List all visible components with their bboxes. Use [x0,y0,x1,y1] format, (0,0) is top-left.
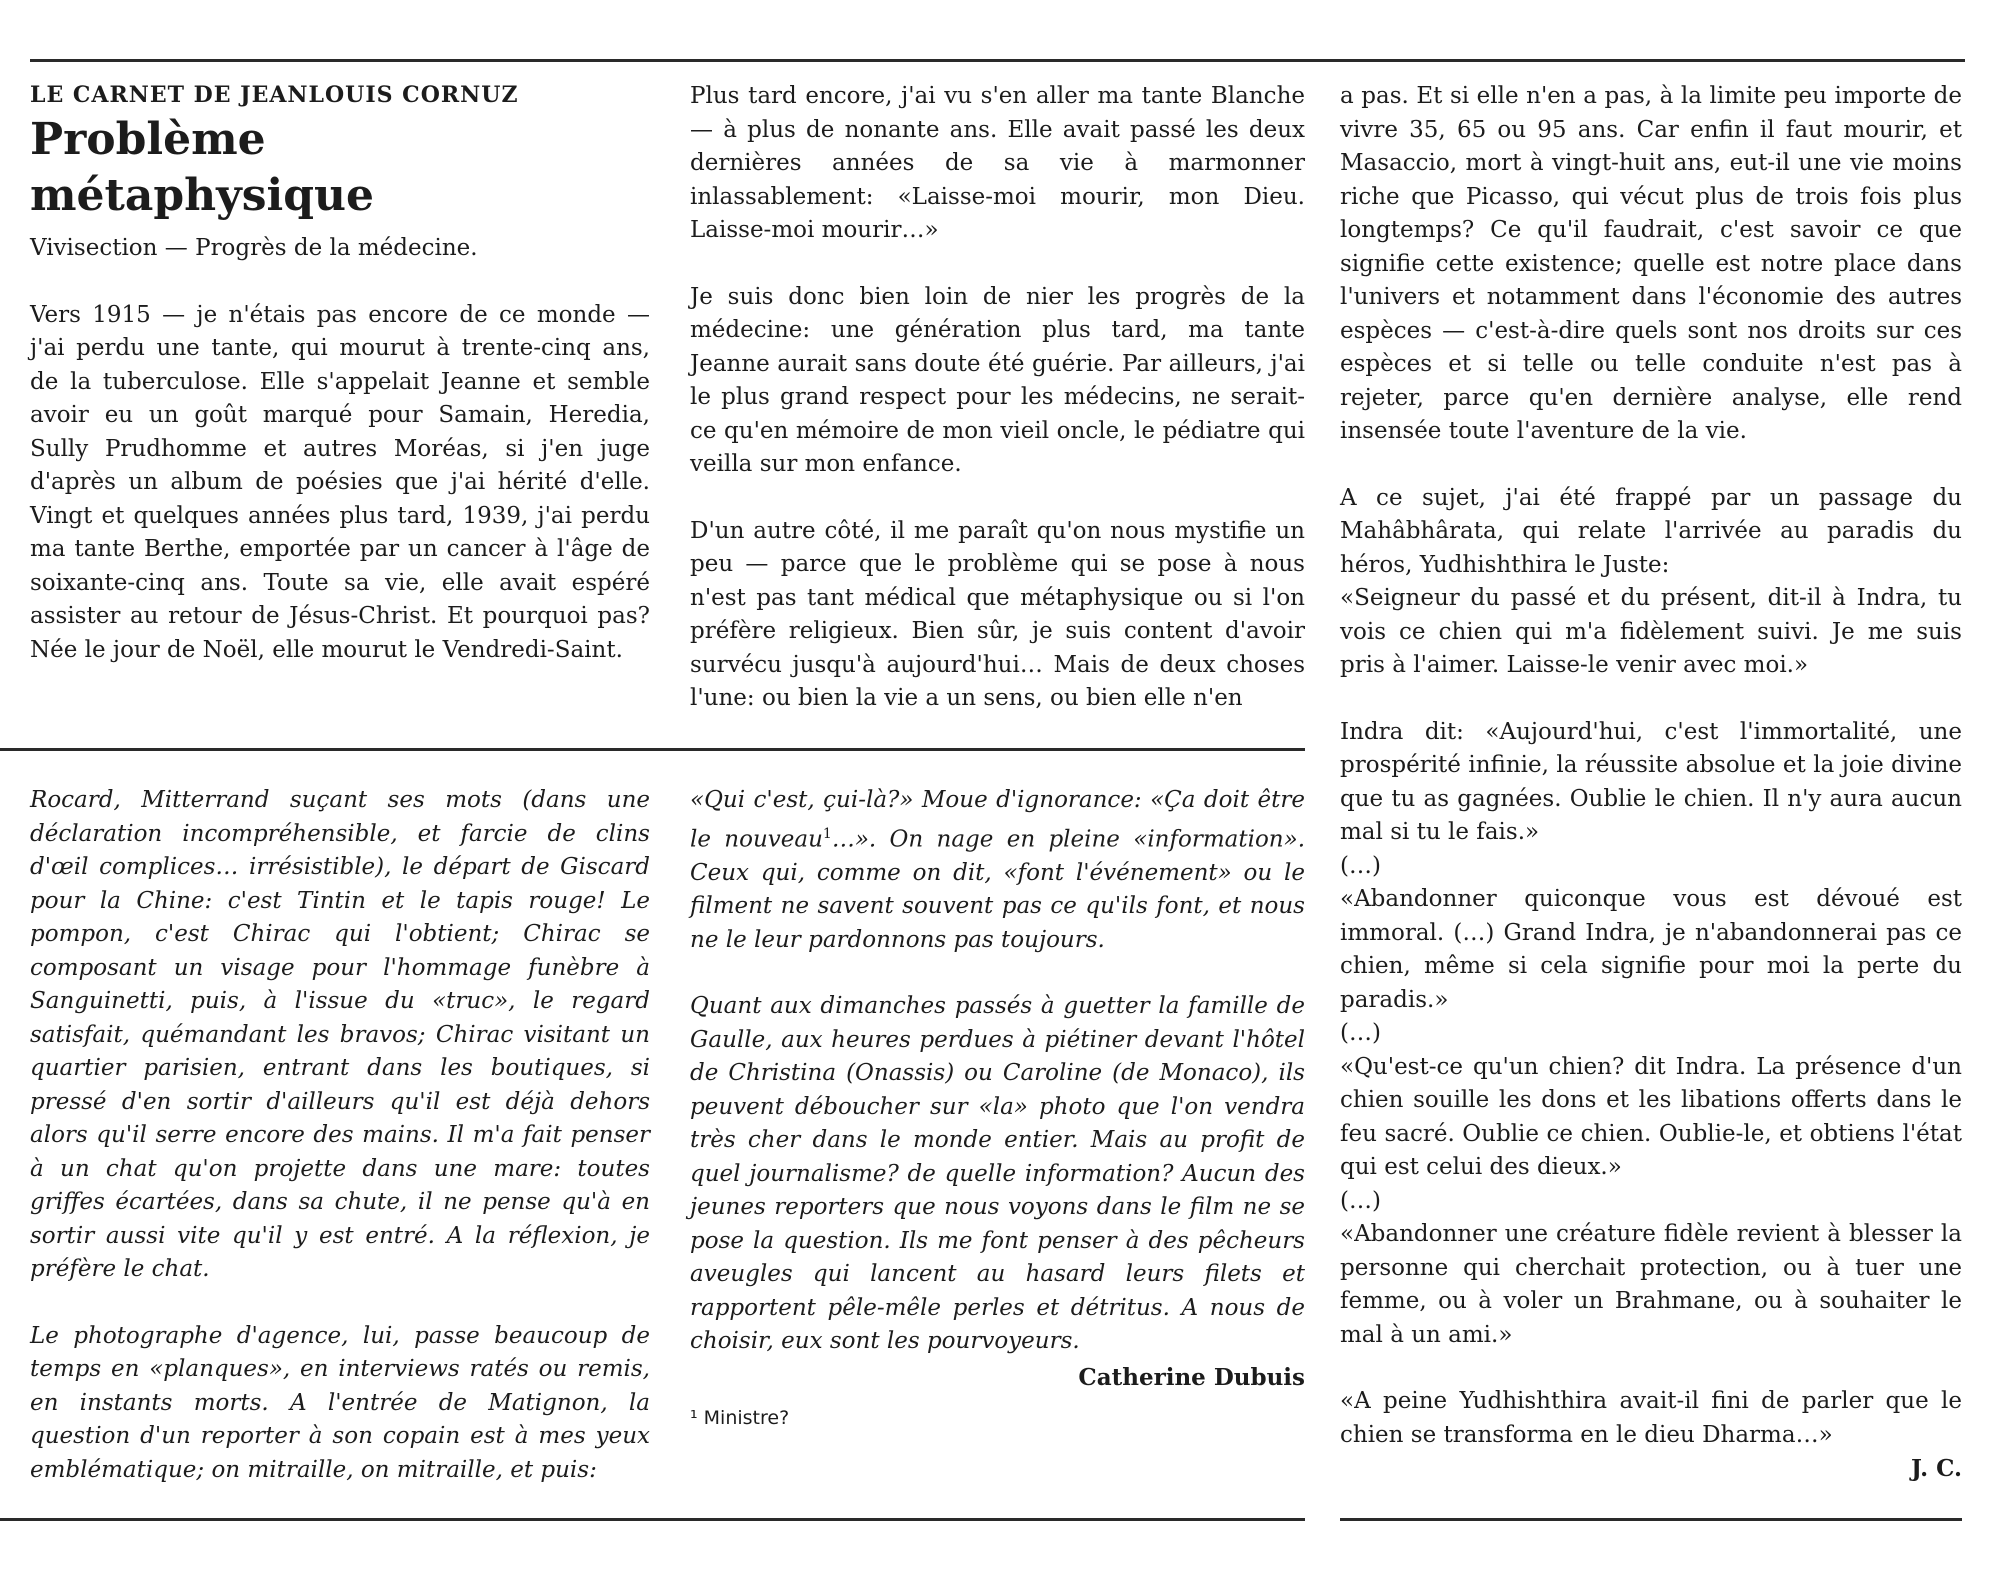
footnote: ¹ Ministre? [690,1407,790,1430]
ellipsis: (…) [1340,1187,1381,1214]
paragraph: Rocard, Mitterrand suçant ses mots (dans une déclaration incompréhensible, et farcie de clins d'œil complices… irrésistible), le départ de Giscard pour la Chine: c'est Tintin et le tapis rouge! Le pompon, c'est Chirac qui l'obtient; Chirac se composant un visage pour l'hommage funèbre à Sanguinetti, puis, à l'issue du «truc», le regard satisfait, quémandant les bravos; Chirac visitant un quartier parisien, entrant dans les boutiques, si pressé d'en sortir d'ailleurs qu'il est déjà dehors alors qu'il serre encore des mains. Il m'a fait penser à un chat qu'on projette dans une mare: toutes griffes écartées, dans sa chute, il ne pense qu'à en sortir aussi vite qu'il y est entré. A la réflexion, je préfère le chat. [30,787,650,1282]
paragraph: Vers 1915 — je n'étais pas encore de ce monde — j'ai perdu une tante, qui mourut à trente-cinq ans, de la tuberculose. Elle s'appelait Jeanne et semble avoir eu un goût marqué pour Samain, Heredia, Sully Prudhomme et autres Moréas, si j'en juge d'après un album de poésies que j'ai hérité d'elle. Vingt et quelques années plus tard, 1939, j'ai perdu ma tante Berthe, emportée par un cancer à l'âge de soixante-cinq ans. Toute sa vie, elle avait espéré assister au retour de Jésus-Christ. Et pourquoi pas? Née le jour de Noël, elle mourut le Vendredi-Saint. [30,301,650,663]
paragraph: Plus tard encore, j'ai vu s'en aller ma tante Blanche — à plus de nonante ans. Elle avait passé les deux dernières années de sa vie à marmonner inlassablement: «Laisse-moi mourir, mon Dieu. Laisse-moi mourir…» [690,83,1305,243]
paragraph-part: «Qui c'est, çui-là?» Moue d'ignorance: «Ça doit être le nouveau [690,787,1305,853]
paragraph: Quant aux dimanches passés à guetter la famille de Gaulle, aux heures perdues à piétiner devant l'hôtel de Christina (Onassis) ou Caroline (de Monaco), ils peuvent déboucher sur «la» photo que l'on vendra très cher dans le monde entier. Mais au profit de quel journalisme? de quelle information? Aucun des jeunes reporters que nous voyons dans le film ne se pose la question. Ils me font penser à des pêcheurs aveugles qui lancent au hasard leurs filets et rapportent pêle-mêle perles et détritus. A nous de choisir, eux sont les pourvoyeurs. [690,993,1305,1355]
column-3 [1340,80,1962,1486]
footnote-marker: 1 [822,825,832,842]
paragraph: D'un autre côté, il me paraît qu'on nous mystifie un peu — parce que le problème qui se pose à nous n'est pas tant médical que métaphysique ou si l'on préfère religieux. Bien sûr, je suis content d'avoir survécu jusqu'à aujourd'hui… Mais de deux choses l'une: ou bien la vie a un sens, ou bien elle n'en [690,517,1305,711]
column-1 [30,80,650,667]
paragraph: a pas. Et si elle n'en a pas, à la limite peu importe de vivre 35, 65 ou 95 ans. Car enfin il faut mourir, et Masaccio, mort à vingt-huit ans, eut-il une vie moins riche que Picasso, qui vécut plus de trois fois plus longtemps? Ce qu'il faudrait, c'est savoir ce que signifie cette existence; quelle est notre place dans l'univers et notamment dans l'économie des autres espèces — c'est-à-dire quels sont nos droits sur ces espèces et si telle ou telle conduite n'est pas à rejeter, parce qu'en dernière analyse, elle rend insensée toute l'aventure de la vie. [1340,83,1962,444]
column-2 [690,80,1305,716]
top-rule [30,59,1965,62]
signature-jc: J. C. [1910,1455,1962,1482]
quote: «Qu'est-ce qu'un chien? dit Indra. La présence d'un chien souille les dons et les libations offerts dans le feu sacré. Oublie ce chien. Oublie-le, et obtiens l'état qui est celui des dieux.» [1340,1053,1962,1180]
paragraph [690,784,1305,957]
article-title [30,112,650,224]
quote: «A peine Yudhishthira avait-il fini de parler que le chien se transforma en le dieu Dharma…» [1340,1388,1962,1448]
paragraph: A ce sujet, j'ai été frappé par un passage du Mahâbhârata, qui relate l'arrivée au paradis du héros, Yudhishthira le Juste: [1340,484,1962,578]
quote: «Abandonner une créature fidèle revient à blesser la personne qui cherchait protection, ou à tuer une femme, ou à voler un Brahmane, ou à souhaiter le mal à un ami.» [1340,1221,1962,1348]
ellipsis: (…) [1340,852,1381,879]
bottom-rule-right [1340,1518,1962,1521]
paragraph: Je suis donc bien loin de nier les progrès de la médecine: une génération plus tard, ma tante Jeanne aurait sans doute été guérie. Par ailleurs, j'ai le plus grand respect pour les médecins, ne serait-ce qu'en mémoire de mon vieil oncle, le pédiatre qui veilla sur mon enfance. [690,283,1305,477]
quote: «Seigneur du passé et du présent, dit-il à Indra, tu vois ce chien qui m'a fidèlement suivi. Je me suis pris à l'aimer. Laisse-le venir avec moi.» [1340,585,1962,678]
paragraph: Indra dit: «Aujourd'hui, c'est l'immortalité, une prospérité infinie, la réussite absolue et la joie divine que tu as gagnées. Oublie le chien. Il n'y aura aucun mal si tu le fais.» [1340,718,1962,845]
ellipsis: (…) [1340,1020,1381,1046]
column-5 [690,784,1305,1436]
signature-dubuis: Catherine Dubuis [1078,1363,1305,1391]
paragraph-part: …». On nage en pleine «information». Ceux qui, comme on dit, «font l'événement» ou le filment ne savent souvent pas ce qu'ils font, et nous ne le leur pardonnons pas toujours. [690,826,1306,953]
paragraph: Le photographe d'agence, lui, passe beaucoup de temps en «planques», en interviews ratés ou remis, en instants morts. A l'entrée de Matignon, la question d'un reporter à son copain est à mes yeux emblématique; on mitraille, on mitraille, et puis: [30,1322,650,1483]
subtitle: Vivisection — Progrès de la médecine. [30,235,478,261]
title-line-1: Problème [30,114,266,165]
kicker: LE CARNET DE JEANLOUIS CORNUZ [30,82,519,108]
bottom-rule-left [0,1518,1305,1521]
column-4 [30,784,650,1487]
middle-rule [0,748,1305,751]
title-line-2: métaphysique [30,170,374,221]
quote: «Abandonner quiconque vous est dévoué est immoral. (…) Grand Indra, je n'abandonnerai pas ce chien, même si cela signifie pour moi la perte du paradis.» [1340,886,1962,1013]
